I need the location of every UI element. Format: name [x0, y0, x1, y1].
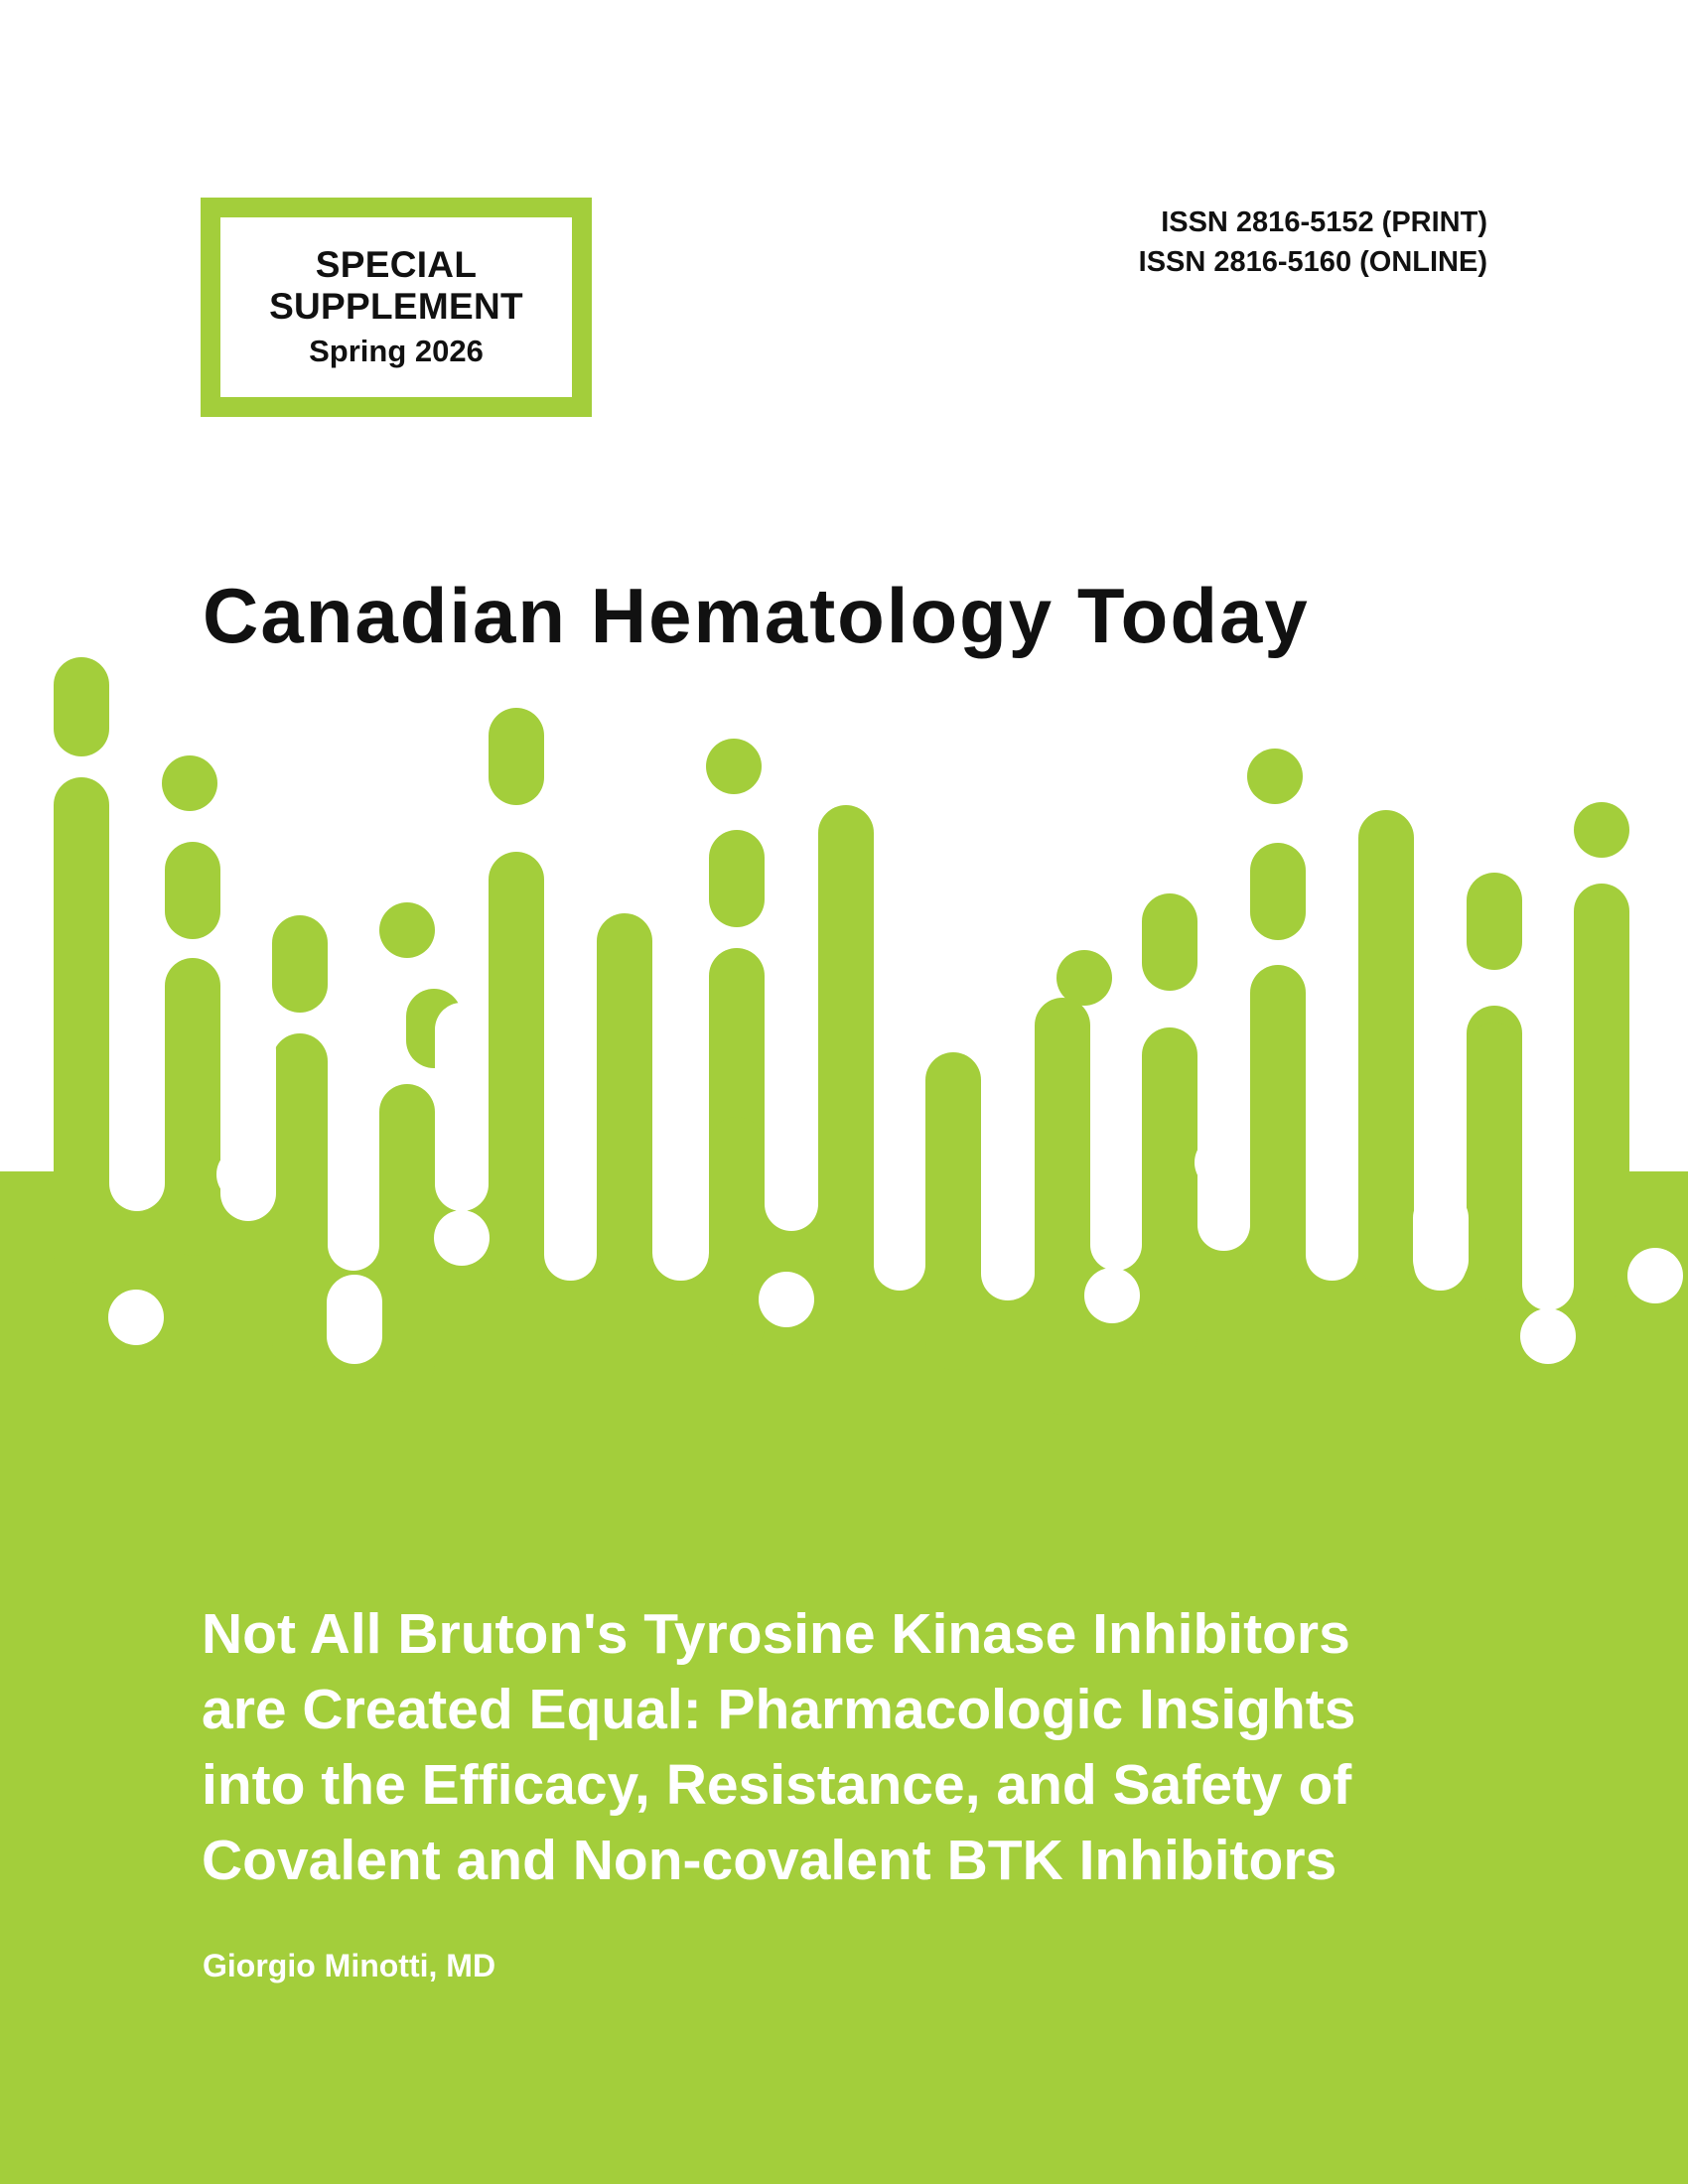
article-title-line: into the Efficacy, Resistance, and Safety of [202, 1753, 1352, 1817]
issn-print: ISSN 2816-5152 (PRINT) [1161, 206, 1487, 238]
issn-online: ISSN 2816-5160 (ONLINE) [1138, 246, 1487, 278]
article-title-line: Not All Bruton's Tyrosine Kinase Inhibitors [202, 1602, 1350, 1666]
special-supplement-badge [201, 198, 592, 417]
supplement-season: Spring 2026 [309, 333, 484, 368]
article-title-line: Covalent and Non-covalent BTK Inhibitors [202, 1829, 1337, 1892]
supplement-label-line1: SPECIAL [315, 243, 478, 285]
article-title [202, 1596, 1512, 1898]
article-title-line: are Created Equal: Pharmacologic Insights [202, 1678, 1356, 1741]
issn-block [1139, 203, 1487, 282]
supplement-label-line2: SUPPLEMENT [269, 285, 523, 327]
journal-title: Canadian Hematology Today [203, 572, 1310, 659]
article-author: Giorgio Minotti, MD [203, 1948, 496, 1983]
